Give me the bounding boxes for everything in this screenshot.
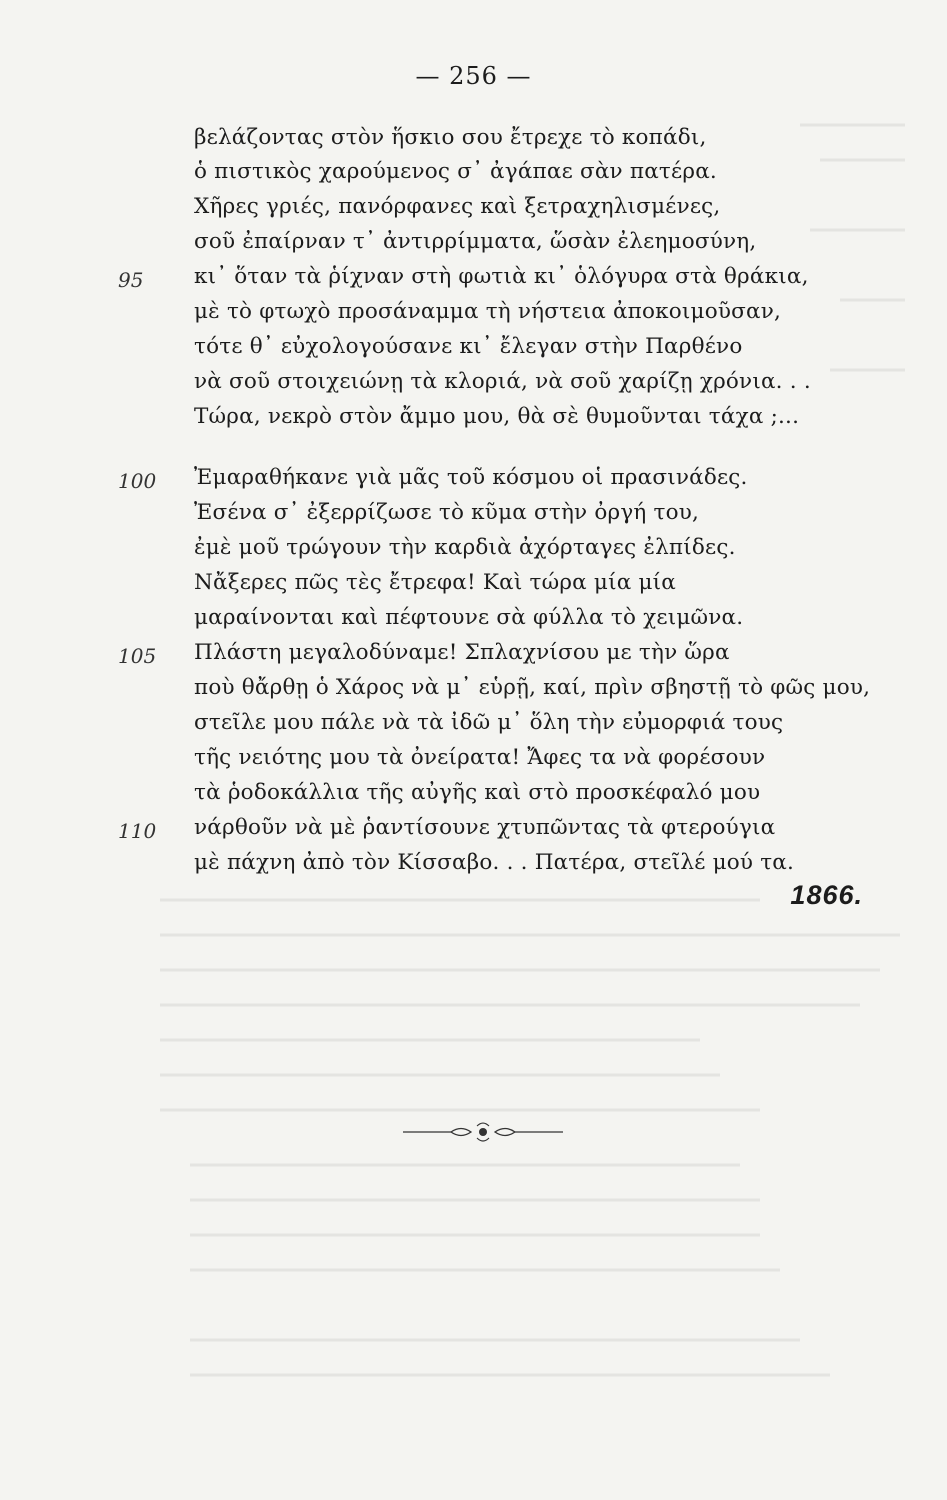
- line-text: Τώρα, νεκρὸ στὸν ἄμμο μου, θὰ σὲ θυμοῦνται τάχα ;...: [194, 404, 800, 429]
- line-text: κι᾽ ὅταν τὰ ῥίχναν στὴ φωτιὰ κι᾽ ὁλόγυρα στὰ θράκια,: [194, 264, 809, 289]
- line-text: μαραίνονται καὶ πέφτουνε σὰ φύλλα τὸ χειμῶνα.: [194, 605, 744, 630]
- poem-line: [0, 264, 947, 298]
- poem-line: [0, 500, 947, 534]
- line-text: ἐμὲ μοῦ τρώγουν τὴν καρδιὰ ἀχόρταγες ἐλπίδες.: [194, 535, 736, 560]
- poem-line: [0, 535, 947, 569]
- poem-line: [0, 125, 947, 159]
- poem-line: [0, 710, 947, 744]
- poem-line: [0, 369, 947, 403]
- line-text: τῆς νειότης μου τὰ ὀνείρατα! Ἄφες τα νὰ φορέσουν: [194, 745, 766, 770]
- poem-line: [0, 465, 947, 499]
- poem-line: [0, 745, 947, 779]
- decorative-divider-icon: [403, 1120, 563, 1144]
- poem-line: [0, 640, 947, 674]
- line-text: ποὺ θἄρθῃ ὁ Χάρος νὰ μ᾽ εὑρῇ, καί, πρὶν σβηστῇ τὸ φῶς μου,: [194, 675, 871, 700]
- line-text: Χῆρες γριές, πανόρφανες καὶ ξετραχηλισμένες,: [194, 194, 721, 219]
- line-text: ὁ πιστικὸς χαρούμενος σ᾽ ἀγάπαε σὰν πατέρα.: [194, 159, 717, 184]
- poem-line: [0, 404, 947, 438]
- line-text: νὰ σοῦ στοιχειώνῃ τὰ κλοριά, νὰ σοῦ χαρίζῃ χρόνια. . .: [194, 369, 811, 394]
- poem-line: [0, 675, 947, 709]
- poem-line: [0, 780, 947, 814]
- line-number: 100: [118, 469, 157, 493]
- line-text: μὲ τὸ φτωχὸ προσάναμμα τὴ νήστεια ἀποκοιμοῦσαν,: [194, 299, 782, 324]
- poem-date: 1866.: [790, 880, 863, 910]
- poem-line: [0, 334, 947, 368]
- line-text: τότε θ᾽ εὐχολογούσανε κι᾽ ἔλεγαν στὴν Παρθένο: [194, 334, 743, 359]
- line-text: βελάζοντας στὸν ἥσκιο σου ἔτρεχε τὸ κοπάδι,: [194, 125, 707, 150]
- line-text: μὲ πάχνη ἀπὸ τὸν Κίσσαβο. . . Πατέρα, στεῖλέ μού τα.: [194, 850, 795, 875]
- line-text: νάρθοῦν νὰ μὲ ῥαντίσουνε χτυπῶντας τὰ φτερούγια: [194, 815, 776, 840]
- line-text: Πλάστη μεγαλοδύναμε! Σπλαχνίσου με τὴν ὥρα: [194, 640, 730, 665]
- line-number: 110: [118, 819, 157, 843]
- page-number: — 256 —: [415, 62, 532, 90]
- poem-line: [0, 570, 947, 604]
- poem-line: [0, 299, 947, 333]
- poem-line: [0, 605, 947, 639]
- line-text: στεῖλε μου πάλε νὰ τὰ ἰδῶ μ᾽ ὅλη τὴν εὐμορφιά τους: [194, 710, 784, 735]
- poem-line: [0, 229, 947, 263]
- poem-line: [0, 815, 947, 849]
- line-text: Ἐμαραθήκανε γιὰ μᾶς τοῦ κόσμου οἱ πρασινάδες.: [194, 465, 748, 490]
- line-number: 95: [118, 268, 144, 292]
- poem-line: [0, 159, 947, 193]
- poem-line: [0, 850, 947, 884]
- line-text: Ἐσένα σ᾽ ἐξερρίζωσε τὸ κῦμα στὴν ὀργή του,: [194, 500, 700, 525]
- poem-line: [0, 194, 947, 228]
- line-text: Νἄξερες πῶς τὲς ἔτρεφα! Καὶ τώρα μία μία: [194, 570, 677, 595]
- line-text: σοῦ ἐπαίρναν τ᾽ ἀντιρρίμματα, ὥσὰν ἐλεημοσύνη,: [194, 229, 757, 254]
- line-text: τὰ ῥοδοκάλλια τῆς αὐγῆς καὶ στὸ προσκέφαλό μου: [194, 780, 761, 805]
- line-number: 105: [118, 644, 157, 668]
